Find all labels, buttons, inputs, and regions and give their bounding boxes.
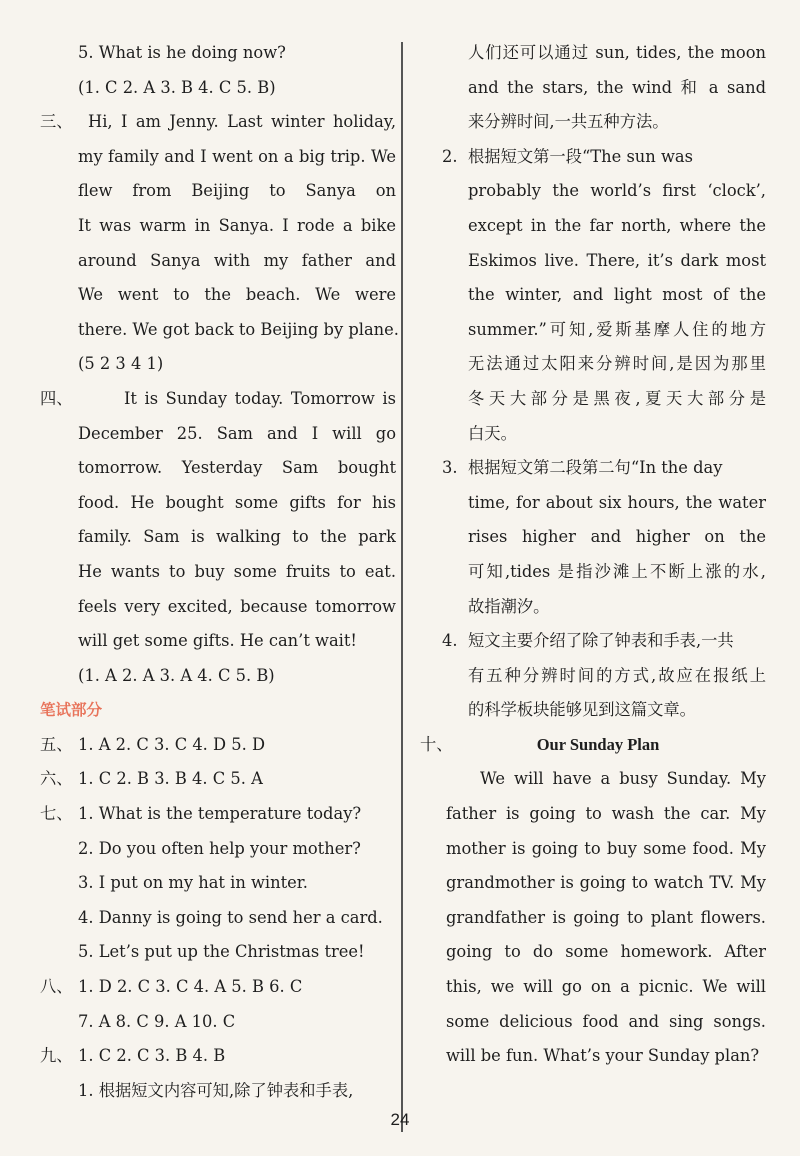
text-line: It is Sunday today. Tomorrow is — [124, 388, 396, 408]
essay-line: this, we will go on a picnic. We will — [446, 977, 766, 997]
text-line: December 25. Sam and I will go — [78, 423, 396, 443]
text-line: 可知,tides 是指沙滩上不断上涨的水, — [468, 561, 766, 581]
answer-key-3: (1. C 2. A 3. B 4. C 5. B) — [78, 77, 276, 97]
section-10-label: 十、 — [420, 734, 453, 754]
section-4 — [40, 382, 396, 417]
text-line: 冬天大部分是黑夜,夏天大部分是 — [468, 388, 766, 408]
section-9-label: 九、 — [40, 1046, 73, 1066]
text-line: and the stars, the wind 和 a sand — [468, 77, 766, 97]
text-line: probably the world’s first ‘clock’, — [468, 181, 766, 201]
text-line: family. Sam is walking to the park — [78, 527, 396, 547]
text-line: He wants to buy some fruits to eat. — [78, 561, 396, 581]
section-7-item: 3. I put on my hat in winter. — [78, 873, 308, 893]
text-line: flew from Beijing to Sanya on — [78, 181, 396, 201]
essay-title: Our Sunday Plan — [536, 734, 660, 754]
section-7-label: 七、 — [40, 804, 73, 824]
section-8-label: 八、 — [40, 977, 73, 997]
section-8 — [40, 970, 396, 1005]
section-4-first-line-wrap — [78, 382, 396, 417]
section-8-answers: 1. D 2. C 3. C 4. A 5. B 6. C — [78, 977, 303, 997]
text-line: 根据短文第二段第二句“In the day — [468, 458, 723, 478]
essay-line: father is going to wash the car. My — [446, 804, 766, 824]
text-line: Hi, I am Jenny. Last winter holiday, — [88, 112, 396, 132]
section-3-answer: (5 2 3 4 1) — [78, 354, 164, 374]
explanation-3 — [420, 451, 766, 486]
text-line: Eskimos live. There, it’s dark most — [468, 250, 766, 270]
text-line: rises higher and higher on the — [468, 527, 766, 547]
essay-line: We will have a busy Sunday. My — [480, 769, 766, 789]
text-line: We went to the beach. We were — [78, 285, 396, 305]
left-column — [40, 36, 399, 1108]
text-line: summer.”可知,爱斯基摩人住的地方 — [468, 319, 766, 339]
text-line: there. We got back to Beijing by plane. — [78, 319, 399, 339]
explanation-1: 1. 根据短文内容可知,除了钟表和手表, — [78, 1080, 354, 1100]
text-line: 有五种分辨时间的方式,故应在报纸上 — [468, 665, 766, 685]
section-9 — [40, 1039, 396, 1074]
text-line: It was warm in Sanya. I rode a bike — [78, 215, 396, 235]
text-line: 人们还可以通过 sun, tides, the moon — [468, 43, 766, 62]
text-line: 无法通过太阳来分辨时间,是因为那里 — [468, 354, 766, 374]
text-line: 故指潮汐。 — [468, 596, 550, 616]
text-line: 来分辨时间,一共五种方法。 — [468, 112, 669, 132]
section-5-answers: 1. A 2. C 3. C 4. D 5. D — [78, 734, 266, 754]
text-line: tomorrow. Yesterday Sam bought — [78, 458, 396, 478]
section-7-item: 5. Let’s put up the Christmas tree! — [78, 942, 365, 962]
text-line: will get some gifts. He can’t wait! — [78, 631, 357, 651]
text-line: around Sanya with my father and — [78, 250, 396, 270]
essay-line: going to do some homework. After — [446, 942, 766, 962]
explanation-3-number: 3. — [442, 458, 458, 478]
text-line: 短文主要介绍了除了钟表和手表,一共 — [468, 631, 734, 651]
section-9-answers: 1. C 2. C 3. B 4. B — [78, 1046, 226, 1066]
explanation-2 — [420, 140, 766, 175]
section-4-label: 四、 — [40, 388, 73, 408]
essay-line: grandfather is going to plant flowers. — [446, 907, 766, 927]
column-divider — [401, 42, 403, 1132]
section-7-item: 4. Danny is going to send her a card. — [78, 907, 383, 927]
section-3-text — [78, 105, 396, 140]
essay-line: some delicious food and sing songs. — [446, 1011, 766, 1031]
section-6 — [40, 762, 396, 797]
essay-line: mother is going to buy some food. My — [446, 838, 766, 858]
page-number: 24 — [390, 1110, 410, 1129]
section-5-label: 五、 — [40, 734, 73, 754]
section-6-label: 六、 — [40, 769, 73, 789]
right-column — [420, 36, 766, 1074]
section-7-item: 2. Do you often help your mother? — [78, 838, 361, 858]
written-section-heading: 笔试部分 — [40, 701, 103, 720]
section-3 — [40, 105, 396, 140]
essay-line: will be fun. What’s your Sunday plan? — [446, 1046, 760, 1066]
section-10-heading — [420, 728, 766, 763]
section-6-answers: 1. C 2. B 3. B 4. C 5. A — [78, 769, 263, 789]
text-line: the winter, and light most of the — [468, 285, 766, 305]
text-line: 根据短文第一段“The sun was — [468, 146, 693, 166]
explanation-2-number: 2. — [442, 146, 458, 166]
essay-line: grandmother is going to watch TV. My — [446, 873, 766, 893]
section-3-label: 三、 — [40, 112, 73, 132]
section-4-answer: (1. A 2. A 3. A 4. C 5. B) — [78, 665, 275, 685]
question-5: 5. What is he doing now? — [78, 43, 286, 62]
text-line: except in the far north, where the — [468, 215, 766, 235]
section-5 — [40, 728, 396, 763]
section-8-answers-2: 7. A 8. C 9. A 10. C — [78, 1011, 236, 1031]
explanation-4 — [420, 624, 766, 659]
explanation-4-number: 4. — [442, 631, 458, 651]
text-line: 白天。 — [468, 423, 517, 443]
text-line: my family and I went on a big trip. We — [78, 146, 396, 166]
text-line: feels very excited, because tomorrow — [78, 596, 396, 616]
section-7-item: 1. What is the temperature today? — [78, 804, 362, 824]
text-line: 的科学板块能够见到这篇文章。 — [468, 700, 696, 720]
section-7 — [40, 797, 396, 832]
text-line: food. He bought some gifts for his — [78, 492, 396, 512]
text-line: time, for about six hours, the water — [468, 492, 766, 512]
